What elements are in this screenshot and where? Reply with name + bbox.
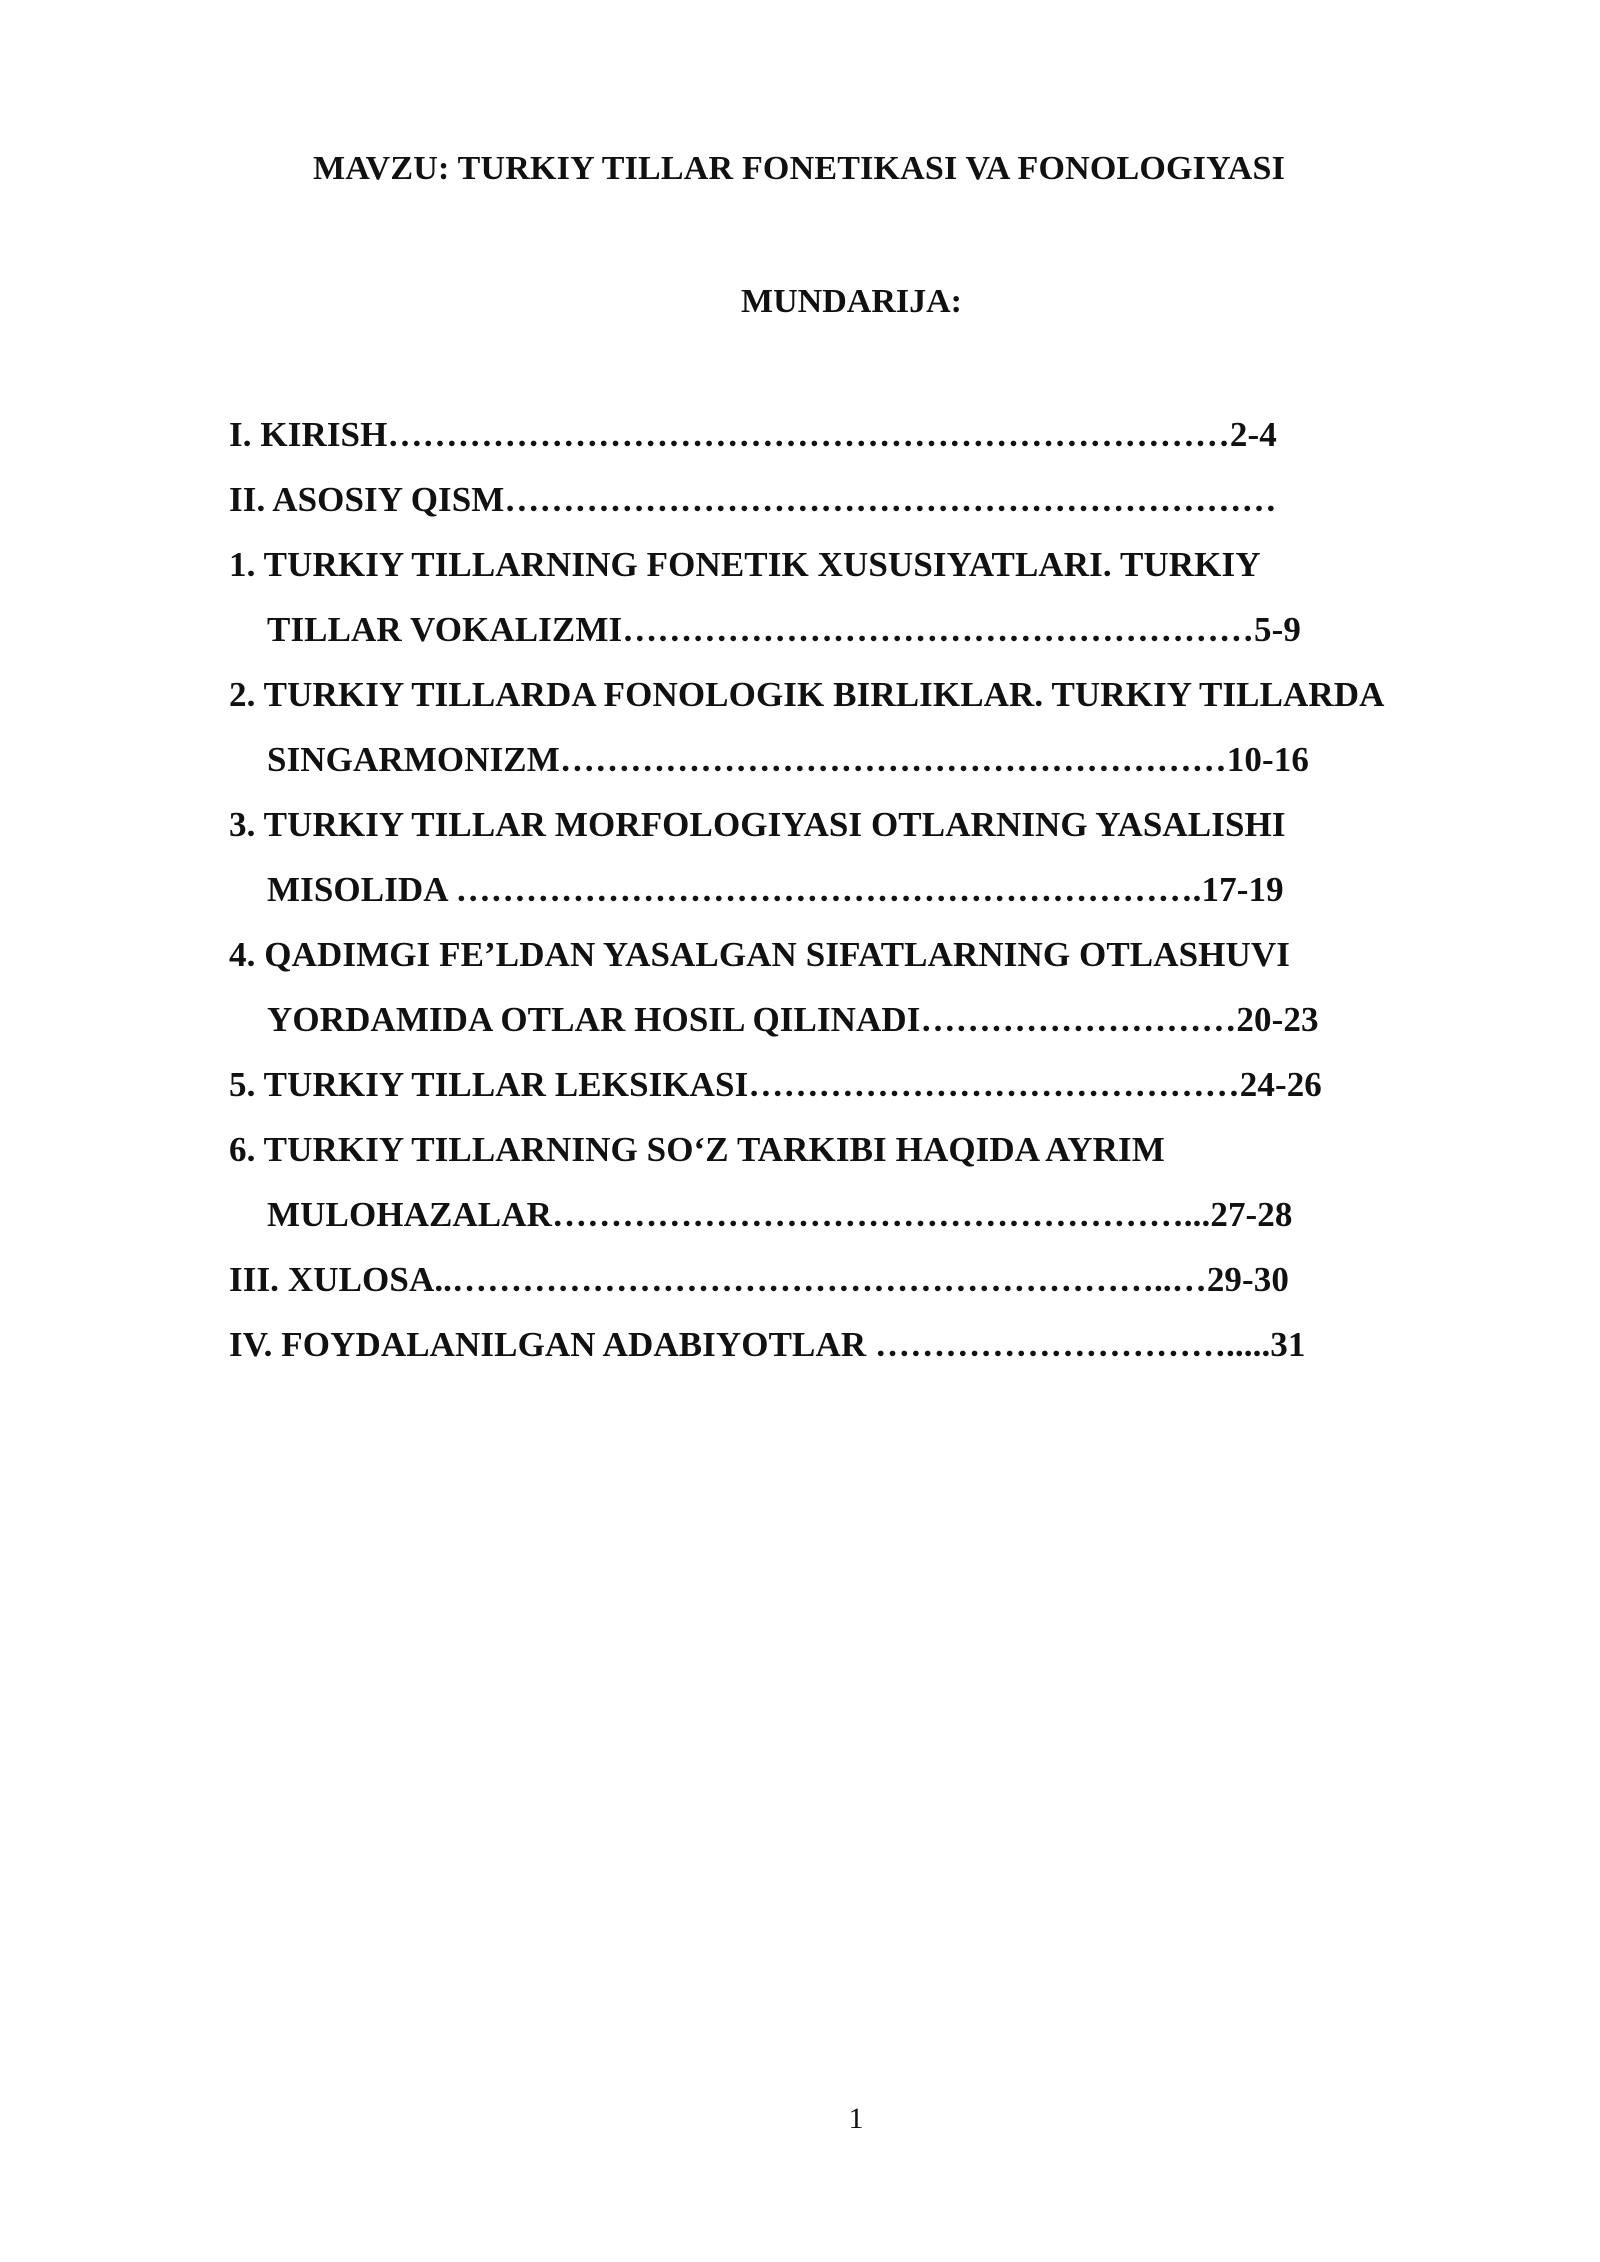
table-of-contents-heading: MUNDARIJA: <box>741 283 962 320</box>
toc-entry-section-2: 2. TURKIY TILLARDA FONOLOGIK BIRLIKLAR. TURKIY TILLARDA <box>229 675 1385 714</box>
toc-entry-section-3-continuation: MISOLIDA ……………………………………………………….17-19 <box>267 870 1284 909</box>
toc-entry-section-6: 6. TURKIY TILLARNING SO‘Z TARKIBI HAQIDA AYRIM <box>229 1130 1165 1169</box>
toc-entry-section-2-continuation: SINGARMONIZM…………………………………………………10-16 <box>267 740 1309 779</box>
toc-entry-references: IV. FOYDALANILGAN ADABIYOTLAR ………………………….....31 <box>229 1325 1306 1364</box>
toc-entry-section-1-continuation: TILLAR VOKALIZMI………………………………………………5-9 <box>267 610 1301 649</box>
toc-entry-section-6-continuation: MULOHAZALAR………………………………………………...27-28 <box>267 1195 1293 1234</box>
toc-entry-conclusion: III. XULOSA..……………………………………………………..…29-30 <box>229 1260 1289 1299</box>
toc-entry-section-3: 3. TURKIY TILLAR MORFOLOGIYASI OTLARNING YASALISHI <box>229 805 1286 844</box>
document-topic-title: MAVZU: TURKIY TILLAR FONETIKASI VA FONOLOGIYASI <box>313 150 1286 187</box>
toc-entry-section-5: 5. TURKIY TILLAR LEKSIKASI……………………………………24-26 <box>229 1065 1322 1104</box>
toc-entry-section-4-continuation: YORDAMIDA OTLAR HOSIL QILINADI………………………20-23 <box>267 1000 1319 1039</box>
toc-entry-main-part: II. ASOSIY QISM………………………………………………………… <box>229 480 1277 519</box>
toc-entry-introduction: I. KIRISH………………………………………………………………2-4 <box>229 415 1277 454</box>
toc-entry-section-1: 1. TURKIY TILLARNING FONETIK XUSUSIYATLARI. TURKIY <box>229 545 1261 584</box>
toc-entry-section-4: 4. QADIMGI FE’LDAN YASALGAN SIFATLARNING OTLASHUVI <box>229 935 1290 974</box>
page-number: 1 <box>848 2102 864 2135</box>
